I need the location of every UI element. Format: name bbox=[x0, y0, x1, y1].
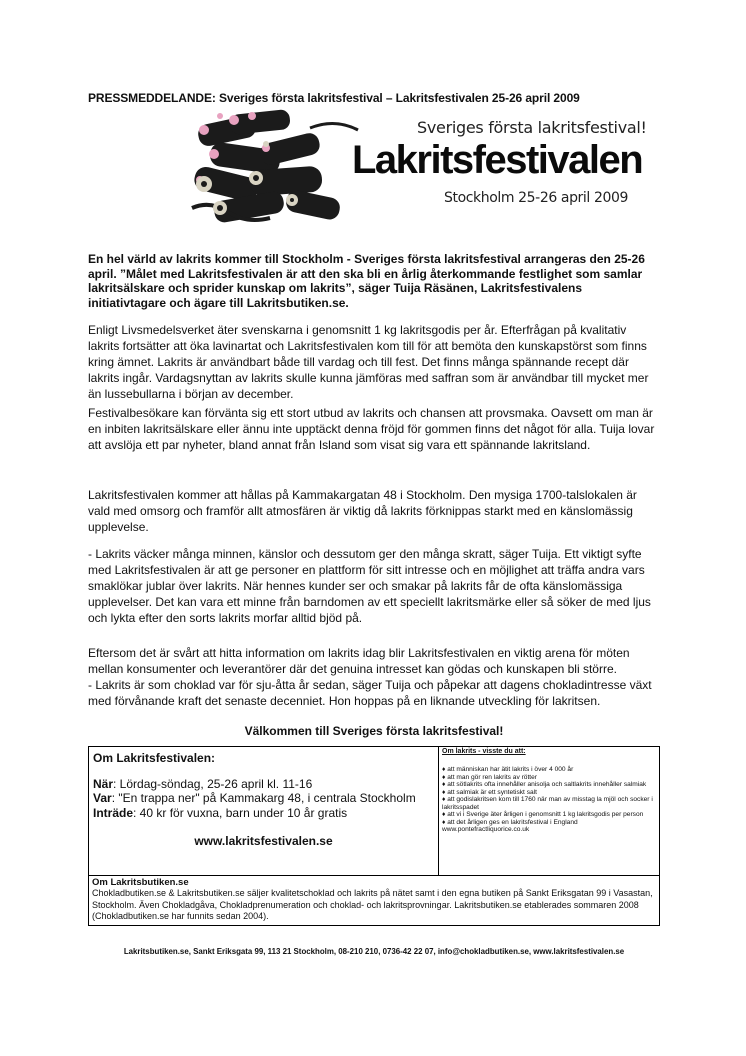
fact-item: ♦ att människan har ätit lakrits i över 4 000 år bbox=[442, 766, 574, 773]
festival-logo bbox=[190, 108, 650, 230]
headline: PRESSMEDDELANDE: Sveriges första lakritsfestival – Lakritsfestivalen 25-26 april 2009 bbox=[88, 91, 580, 105]
where-value: : "En trappa ner" på Kammakarg 48, i centrala Stockholm bbox=[111, 791, 416, 806]
liquorice-pile-image bbox=[190, 108, 360, 230]
about-title: Om Lakritsfestivalen: bbox=[93, 751, 216, 765]
when-label: När bbox=[93, 777, 114, 791]
entry-label: Inträde bbox=[93, 805, 134, 820]
body-paragraph: Eftersom det är svårt att hitta information om lakrits idag blir Lakritsfestivalen en viktig arena för möten mellan konsumenter och leverantörer där det genuina intresset kan gödas och kunskapen bli större. - Lakrits är som choklad var för sju-åtta år sedan, säger Tuija och påpekar att dagens chokladintresse växt med förvånande kraft det senaste decenniet. Hon hoppas på en liknande utveckling för lakritsen. bbox=[88, 646, 652, 708]
info-box bbox=[88, 746, 660, 926]
footer-contact: Lakritsbutiken.se, Sankt Eriksgata 99, 113 21 Stockholm, 08-210 210, 0736-42 22 07, info@chokladbutiken.se, www.lakritsfestivalen.se bbox=[123, 947, 625, 956]
shop-title: Om Lakritsbutiken.se bbox=[92, 877, 189, 888]
body-paragraph: - Lakrits väcker många minnen, känslor och dessutom ger den många skratt, säger Tuija. Ett viktigt syfte med Lakritsfestivalen är att ge personer en plattform för sitt intresse och en möjlighet att träffa andra vars smaklökar jublar över lakrits. När hennes kunder ser och smakar på lakrits får de ofta känslomässiga upplevelser. Det kan vara ett minne från barndomen av ett speciellt lakritsmärke eller så söker de med ljus och lykta efter den sorts lakrits morfar alltid bjöd på. bbox=[88, 547, 651, 625]
where-label: Var bbox=[93, 791, 112, 806]
shop-text: Chokladbutiken.se & Lakritsbutiken.se säljer kvalitetschoklad och lakrits på nätet samt i den egna butiken på Sankt Eriksgatan 99 i Vasastan, Stockholm. Även Chokladgåva, Chokladprenumeration och choklad- och lakritsprovningar. Lakritsbutiken.se etablerades sommaren 2008 (Chokladbutiken.se har funnits sedan 2004). bbox=[92, 888, 653, 921]
about-festival-box bbox=[89, 747, 439, 876]
festival-url-link[interactable]: www.lakritsfestivalen.se bbox=[194, 833, 333, 848]
lead-paragraph: En hel värld av lakrits kommer till Stockholm - Sveriges första lakritsfestival arrangeras den 25-26 april. ”Målet med Lakritsfestivalen är att den ska bli en årlig återkommande festlighet som samlar lakritsälskare och sprider kunskap om lakrits”, säger Tuija Räsänen, Lakritsfestivalens initiativtagare och ägare till Lakritsbutiken.se. bbox=[88, 252, 645, 310]
facts-title: Om lakrits - visste du att: bbox=[442, 748, 526, 755]
fact-item: ♦ att man gör ren lakrits av rötter bbox=[442, 773, 537, 781]
facts-list bbox=[442, 766, 656, 834]
fact-item: ♦ att sötlakrits ofta innehåller anisolja och saltlakrits innehåller salmiak bbox=[442, 781, 647, 788]
entry-value: : 40 kr för vuxna, barn under 10 år gratis bbox=[133, 805, 348, 820]
welcome-line: Välkommen till Sveriges första lakritsfestival! bbox=[244, 724, 504, 738]
fact-item: ♦ att salmiak är ett syntetiskt salt bbox=[442, 788, 537, 796]
fact-item: ♦ att godislakritsen kom till 1760 när man av misstag la mjöl och socker i lakritsspadet bbox=[442, 796, 653, 811]
body-paragraph: Enligt Livsmedelsverket äter svenskarna i genomsnitt 1 kg lakritsgodis per år. Efterfrågan på kvalitativ lakrits fortsätter att öka lavinartat och Lakritsfestivalen kom till för att bemöta den kunskapstörst som finns kring ämnet. Lakrits är användbart både till vardag och till fest. Det finns många spännande recept där lakrits ingår. Vardagsnyttan av lakrits skulle kunna jämföras med saffran som är användbar till mycket mer än lussebullarna i början av december. bbox=[88, 323, 649, 401]
about-where bbox=[93, 791, 434, 805]
logo-dates: Stockholm 25-26 april 2009 bbox=[444, 190, 628, 206]
fact-item: ♦ att det årligen ges en lakritsfestival i England www.pontefractliquorice.co.uk bbox=[442, 818, 578, 833]
body-paragraph: Lakritsfestivalen kommer att hållas på Kammakargatan 48 i Stockholm. Den mysiga 1700-talslokalen är vald med omsorg och framför allt atmosfären är viktig då lakrits förknippas starkt med en känslomässig upplevelse. bbox=[88, 488, 637, 534]
about-when bbox=[93, 777, 434, 791]
logo-name: Lakritsfestivalen bbox=[352, 138, 643, 182]
facts-box bbox=[439, 747, 660, 876]
fact-item: ♦ att vi i Sverige äter årligen i genomsnitt 1 kg lakritsgodis per person bbox=[442, 811, 644, 818]
about-shop-box bbox=[89, 876, 660, 926]
when-value: : Lördag-söndag, 25-26 april kl. 11-16 bbox=[113, 777, 313, 791]
logo-tagline: Sveriges första lakritsfestival! bbox=[417, 118, 647, 137]
about-entry bbox=[93, 806, 434, 820]
body-paragraph: Festivalbesökare kan förvänta sig ett stort utbud av lakrits och chansen att provsmaka. Oavsett om man är en inbiten lakritsälskare eller ännu inte upptäckt denna fröjd för gommen finns det något för alla. Tuija lovar att avslöja ett par nyheter, bland annat från Island som visat sig vara ett spännande lakritsland. bbox=[88, 406, 655, 452]
